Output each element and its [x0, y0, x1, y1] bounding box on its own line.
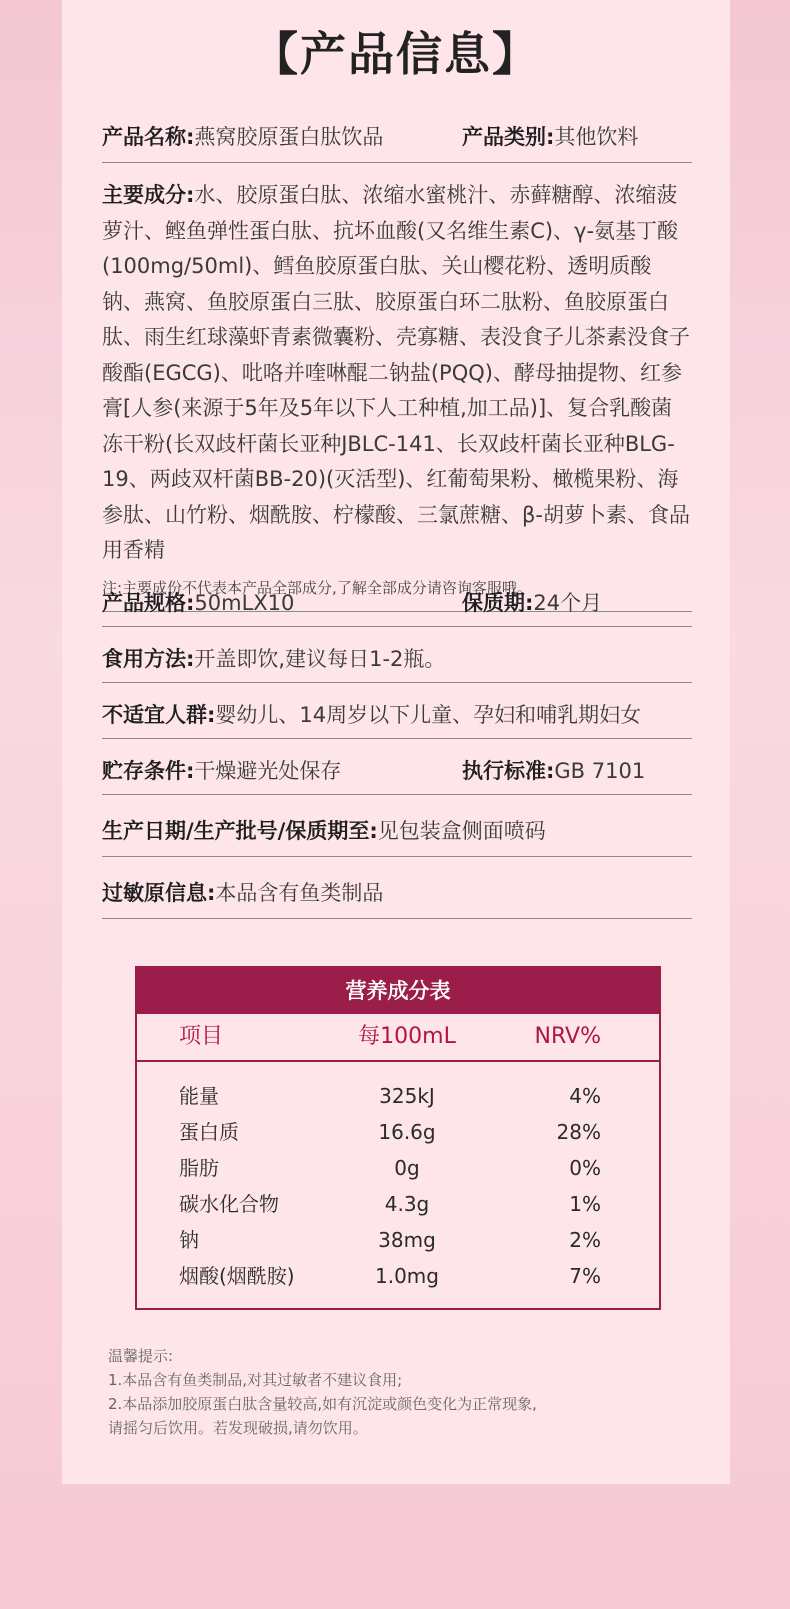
table-row — [137, 1222, 659, 1258]
table-row — [137, 1078, 659, 1114]
nutrition-title: 营养成分表 — [137, 968, 659, 1014]
col-nrv: NRV% — [534, 1024, 601, 1049]
standard-value: GB 7101 — [554, 759, 646, 783]
nutrient-name: 能量 — [179, 1084, 219, 1108]
nutrient-nrv: 2% — [569, 1228, 601, 1252]
date-label: 生产日期/生产批号/保质期至: — [102, 819, 378, 843]
nutrient-name: 蛋白质 — [179, 1120, 239, 1144]
row-storage-standard — [102, 748, 692, 795]
allergen-label: 过敏原信息: — [102, 881, 216, 905]
table-row — [137, 1114, 659, 1150]
usage-label: 食用方法: — [102, 647, 195, 671]
nutrient-nrv: 7% — [569, 1264, 601, 1288]
ingredients-block — [102, 178, 692, 612]
ingredients-note: 注:主要成份不代表本产品全部成分,了解全部成分请咨询客服哦。 — [102, 578, 532, 597]
nutrient-amount: 1.0mg — [375, 1264, 439, 1288]
table-row — [137, 1150, 659, 1186]
spec-label: 产品规格: — [102, 591, 195, 615]
date-value: 见包装盒侧面喷码 — [377, 819, 546, 843]
nutrient-amount: 4.3g — [384, 1192, 430, 1216]
ingredients-value: 水、胶原蛋白肽、浓缩水蜜桃汁、赤藓糖醇、浓缩菠萝汁、鲣鱼弹性蛋白肽、抗坏血酸(又名维生素C)、γ-氨基丁酸(100mg/50ml)、鳕鱼胶原蛋白肽、关山樱花粉、透明质酸钠、燕窝、鱼胶原蛋白三肽、胶原蛋白环二肽粉、鱼胶原蛋白肽、雨生红球藻虾青素微囊粉、壳寡糖、表没食子儿茶素没食子酸酯(EGCG)、吡咯并喹啉醌二钠盐(PQQ)、酵母抽提物、红参膏[人参(来源于5年及5年以下人工种植,加工品)]、复合乳酸菌冻干粉(长双歧杆菌长亚种JBLC-141、长双歧杆菌长亚种BLG-19、两歧双杆菌BB-20)(灭活型)、红葡萄果粉、橄榄果粉、海参肽、山竹粉、烟酰胺、柠檬酸、三氯蔗糖、β-胡萝卜素、食品用香精 — [102, 183, 690, 562]
tips-line-2: 2.本品添加胶原蛋白肽含量较高,如有沉淀或颜色变化为正常现象, — [108, 1395, 537, 1413]
page-title: 【产品信息】 — [252, 27, 540, 81]
nutrient-amount: 325kJ — [379, 1084, 435, 1108]
col-per-100ml: 每100mL — [358, 1024, 456, 1049]
unsuitable-value: 婴幼儿、14周岁以下儿童、孕妇和哺乳期妇女 — [215, 703, 642, 727]
name-value: 燕窝胶原蛋白肽饮品 — [194, 125, 384, 149]
nutrient-name: 钠 — [179, 1228, 199, 1252]
nutrition-table — [135, 966, 661, 1310]
nutrient-name: 烟酸(烟酰胺) — [179, 1264, 295, 1288]
row-unsuitable — [102, 692, 692, 739]
ingredients-label: 主要成分: — [102, 183, 195, 207]
name-label: 产品名称: — [102, 125, 195, 149]
storage-label: 贮存条件: — [102, 759, 195, 783]
usage-value: 开盖即饮,建议每日1-2瓶。 — [194, 647, 446, 671]
shelf-label: 保质期: — [462, 591, 534, 615]
tips-heading: 温馨提示: — [108, 1347, 174, 1365]
tips-block — [108, 1344, 708, 1440]
nutrition-header-row — [137, 1014, 659, 1062]
unsuitable-label: 不适宜人群: — [102, 703, 216, 727]
standard-label: 执行标准: — [462, 759, 555, 783]
table-row — [137, 1186, 659, 1222]
spec-value: 50mLX10 — [194, 591, 295, 615]
info-card — [62, 0, 730, 1484]
row-name-category — [102, 120, 692, 163]
row-usage — [102, 636, 692, 683]
nutrient-nrv: 1% — [569, 1192, 601, 1216]
nutrient-nrv: 0% — [569, 1156, 601, 1180]
nutrition-body — [137, 1062, 659, 1294]
category-label: 产品类别: — [462, 125, 555, 149]
category-value: 其他饮料 — [554, 125, 639, 149]
allergen-value: 本品含有鱼类制品 — [215, 881, 384, 905]
col-item: 项目 — [179, 1024, 224, 1049]
nutrient-amount: 38mg — [378, 1228, 436, 1252]
nutrient-name: 脂肪 — [179, 1156, 219, 1180]
nutrient-name: 碳水化合物 — [179, 1192, 279, 1216]
nutrient-amount: 16.6g — [378, 1120, 436, 1144]
nutrient-nrv: 4% — [569, 1084, 601, 1108]
tips-line-3: 请摇匀后饮用。若发现破损,请勿饮用。 — [108, 1419, 368, 1437]
row-spec-shelf — [102, 580, 692, 627]
nutrient-nrv: 28% — [556, 1120, 601, 1144]
table-row — [137, 1258, 659, 1294]
storage-value: 干燥避光处保存 — [194, 759, 342, 783]
shelf-value: 24个月 — [533, 591, 603, 615]
tips-line-1: 1.本品含有鱼类制品,对其过敏者不建议食用; — [108, 1371, 403, 1389]
row-production-date — [102, 806, 692, 857]
row-allergen — [102, 868, 692, 919]
nutrient-amount: 0g — [394, 1156, 420, 1180]
